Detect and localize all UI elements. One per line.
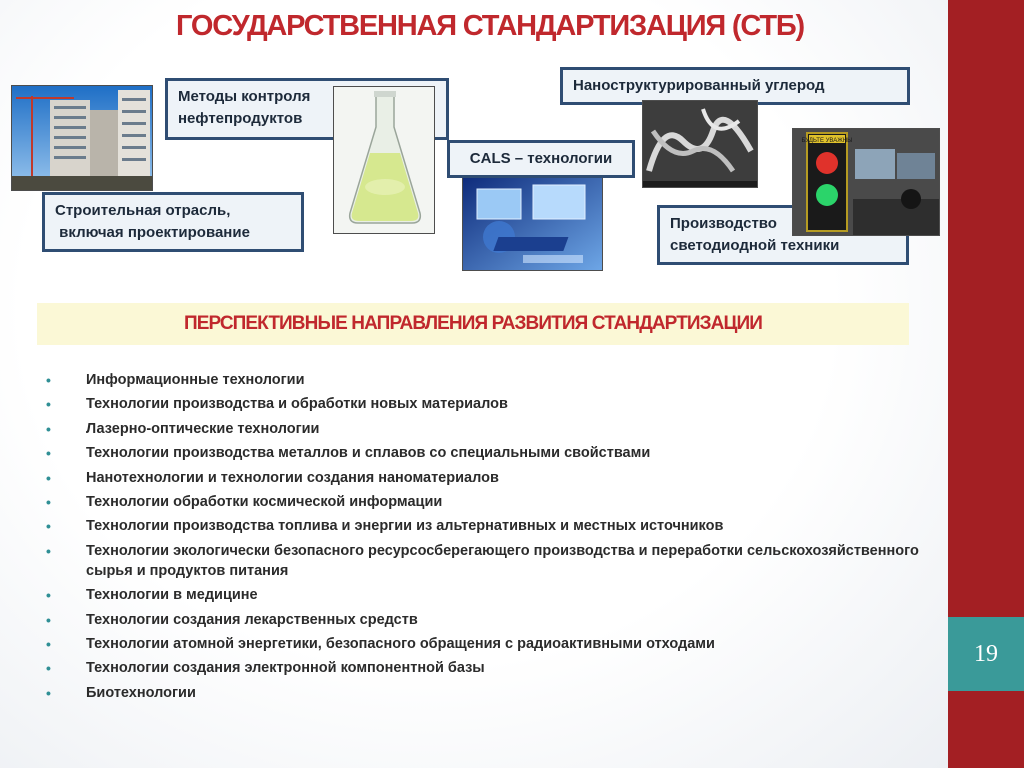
list-item-text: Технологии экологически безопасного ресурсосберегающего производства и переработки сельскохозяйственного сырья и продуктов питания bbox=[86, 542, 919, 579]
list-item bbox=[46, 658, 926, 678]
list-item bbox=[46, 468, 926, 488]
bullet-icon: • bbox=[46, 445, 51, 462]
bullet-icon: • bbox=[46, 635, 51, 652]
list-item bbox=[46, 370, 926, 390]
list-item bbox=[46, 516, 926, 536]
oil-methods-line-2: нефтепродуктов bbox=[178, 110, 303, 127]
page-number: 19 bbox=[948, 617, 1024, 691]
bullet-icon: • bbox=[46, 587, 51, 604]
cals-label: CALS – технологии bbox=[469, 150, 613, 167]
led-line-2: светодиодной техники bbox=[670, 237, 840, 254]
list-item-text: Нанотехнологии и технологии создания наноматериалов bbox=[86, 469, 499, 486]
bullet-icon: • bbox=[46, 684, 51, 701]
list-item bbox=[46, 443, 926, 463]
list-item bbox=[46, 585, 926, 605]
bullet-icon: • bbox=[46, 396, 51, 413]
bullet-icon: • bbox=[46, 372, 51, 388]
construction-line-1: Строительная отрасль, bbox=[55, 202, 231, 219]
list-item-text: Технологии атомной энергетики, безопасного обращения с радиоактивными отходами bbox=[86, 635, 715, 652]
list-item-text: Технологии производства топлива и энергии из альтернативных и местных источников bbox=[86, 518, 724, 535]
directions-band bbox=[37, 303, 909, 345]
list-item bbox=[46, 541, 926, 581]
list-item-text: Технологии производства металлов и сплавов со специальными свойствами bbox=[86, 445, 651, 462]
list-item-text: Технологии обработки космической информации bbox=[86, 493, 443, 510]
led-line-1: Производство bbox=[670, 215, 777, 232]
list-item bbox=[46, 394, 926, 414]
bullet-icon: • bbox=[46, 518, 51, 535]
nanocarbon-photo bbox=[642, 100, 758, 188]
traffic-light-photo bbox=[792, 128, 940, 236]
bullet-icon: • bbox=[46, 469, 51, 486]
list-item-text: Технологии производства и обработки новых материалов bbox=[86, 396, 508, 413]
list-item bbox=[46, 634, 926, 654]
bullet-icon: • bbox=[46, 420, 51, 437]
bullet-icon: • bbox=[46, 660, 51, 677]
construction-photo bbox=[11, 85, 153, 191]
computers-photo bbox=[462, 174, 603, 271]
list-item bbox=[46, 419, 926, 439]
nano-carbon-label: Наноструктурированный углерод bbox=[573, 77, 825, 94]
cals-box bbox=[447, 140, 635, 178]
slide-title: ГОСУДАРСТВЕННАЯ СТАНДАРТИЗАЦИЯ (СТБ) bbox=[176, 10, 804, 42]
list-item-text: Биотехнологии bbox=[86, 684, 196, 701]
list-item bbox=[46, 492, 926, 512]
bullet-icon: • bbox=[46, 493, 51, 510]
list-item bbox=[46, 683, 926, 703]
bullet-icon: • bbox=[46, 542, 51, 559]
list-item-text: Технологии создания лекарственных средств bbox=[86, 611, 418, 628]
list-item-text: Технологии в медицине bbox=[86, 587, 258, 604]
traffic-sign-text: БУДЬТЕ УВАЖНЫ bbox=[801, 138, 853, 144]
list-item-text: Лазерно-оптические технологии bbox=[86, 420, 320, 437]
list-item-text: Технологии создания электронной компонентной базы bbox=[86, 660, 485, 677]
oil-methods-line-1: Методы контроля bbox=[178, 88, 311, 105]
list-item-text: Информационные технологии bbox=[86, 372, 305, 388]
flask-photo bbox=[333, 86, 435, 234]
construction-line-2: включая проектирование bbox=[55, 224, 250, 241]
directions-band-title: ПЕРСПЕКТИВНЫЕ НАПРАВЛЕНИЯ РАЗВИТИЯ СТАНДАРТИЗАЦИИ bbox=[183, 313, 762, 334]
bullet-icon: • bbox=[46, 611, 51, 628]
directions-list bbox=[46, 370, 926, 707]
construction-box bbox=[42, 192, 304, 252]
list-item bbox=[46, 610, 926, 630]
